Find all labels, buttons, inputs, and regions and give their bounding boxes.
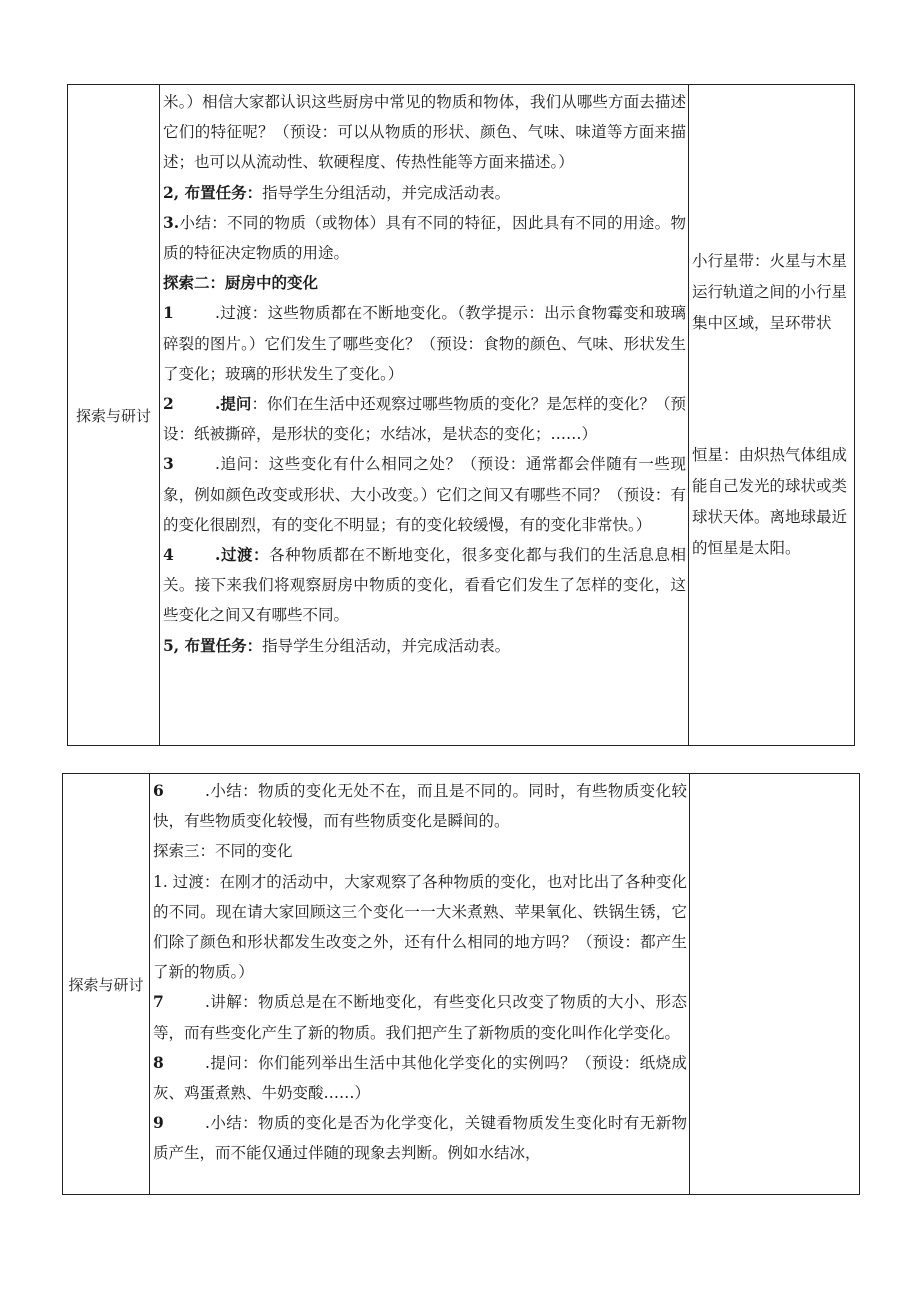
step-text: .提问：你们能列举出生活中其他化学变化的实例吗？（预设：纸烧成灰、鸡蛋煮熟、牛奶变酸……）: [153, 1053, 687, 1103]
summary-number: 3.: [163, 212, 180, 232]
step-1: [163, 298, 686, 389]
lesson-table-2: [62, 773, 860, 1195]
step-4: [163, 540, 686, 631]
task-heading: 5, 布置任务：: [163, 635, 263, 655]
step-text: .小结：物质的变化是否为化学变化，关键看物质发生变化时有无新物质产生，而不能仅通过伴随的现象去判断。例如水结冰，: [153, 1114, 687, 1163]
step-text: 各种物质都在不断地变化，很多变化都与我们的生活息息相关。接下来我们将观察厨房中物质的变化，看看它们发生了怎样的变化，这些变化之间又有哪些不同。: [163, 546, 686, 625]
explore-3-transition: 1. 过渡：在刚才的活动中，大家观察了各种物质的变化，也对比出了各种变化的不同。现在请大家回顾这三个变化一一大米煮熟、苹果氧化、铁锅生锈，它们除了颜色和形状都发生改变之外，还有什么相同的地方吗？（预设：都产生了新的物质。）: [153, 872, 687, 982]
step-text: .小结：物质的变化无处不在，而且是不同的。同时，有些物质变化较快，有些物质变化较慢，而有些物质变化是瞬间的。: [153, 782, 687, 831]
step-3: [163, 449, 686, 540]
step-5: [163, 631, 686, 661]
paragraph-summary-3: [163, 208, 686, 268]
task-heading: 2, 布置任务：: [163, 182, 263, 202]
step-text: .讲解：物质总是在不断地变化，有些变化只改变了物质的大小、形态等，而有些变化产生了新的物质。我们把产生了新物质的变化叫作化学变化。: [153, 993, 687, 1042]
step-2: [163, 389, 686, 449]
lesson-content: [150, 774, 690, 1195]
step-number: 4: [163, 545, 174, 565]
explore-2-title: 探索二：厨房中的变化: [163, 273, 319, 293]
note-star: 恒星：由炽热气体组成能自己发光的球状或类球状天体。离地球最近的恒星是太阳。: [692, 446, 848, 557]
step-number: 2: [163, 394, 174, 414]
summary-text: 小结：不同的物质（或物体）具有不同的特征，因此具有不同的用途。物质的特征决定物质的用途。: [163, 213, 686, 263]
step-7: [153, 987, 687, 1047]
step-number: 8: [153, 1052, 164, 1072]
lesson-table-1: [67, 84, 855, 746]
step-9: [153, 1108, 687, 1168]
section-label: 探索与研讨: [68, 85, 160, 746]
step-number: 1: [163, 303, 174, 323]
step-heading: .过渡：: [215, 545, 270, 565]
explore-3-title: 探索三：不同的变化: [153, 842, 293, 861]
step-number: 9: [153, 1113, 164, 1133]
step-heading: .提问: [215, 394, 252, 414]
paragraph-task-2: [163, 178, 686, 208]
side-notes-empty: [690, 774, 860, 1195]
step-6: [153, 776, 687, 836]
step-8: [153, 1048, 687, 1108]
step-number: 3: [163, 454, 174, 474]
note-asteroid-belt: 小行星带：火星与木星运行轨道之间的小行星集中区域，呈环带状: [692, 252, 848, 332]
lesson-content: [160, 85, 689, 746]
task-text: 指导学生分组活动，并完成活动表。: [262, 183, 511, 202]
paragraph-intro: 米。）相信大家都认识这些厨房中常见的物质和物体，我们从哪些方面去描述它们的特征呢？（预设：可以从物质的形状、颜色、气味、味道等方面来描述；也可以从流动性、软硬程度、传热性能等方面来描述。）: [163, 93, 686, 172]
section-label: 探索与研讨: [63, 774, 150, 1195]
side-notes: [689, 85, 855, 746]
step-text: ：你们在生活中还观察过哪些物质的变化？是怎样的变化？（预设：纸被撕碎，是形状的变化；水结冰，是状态的变化；……）: [163, 395, 686, 444]
step-text: .过渡：这些物质都在不断地变化。（教学提示：出示食物霉变和玻璃碎裂的图片。）它们发生了哪些变化？（预设：食物的颜色、气味、形状发生了变化；玻璃的形状发生了变化。）: [163, 304, 686, 383]
step-number: 6: [153, 781, 164, 800]
step-number: 7: [153, 992, 164, 1012]
step-text: .追问：这些变化有什么相同之处？（预设：通常都会伴随有一些现象，例如颜色改变或形状、大小改变。）它们之间又有哪些不同？（预设：有的变化很剧烈，有的变化不明显；有的变化较缓慢，有的变化非常快。）: [163, 455, 686, 534]
task-text: 指导学生分组活动，并完成活动表。: [262, 636, 511, 655]
